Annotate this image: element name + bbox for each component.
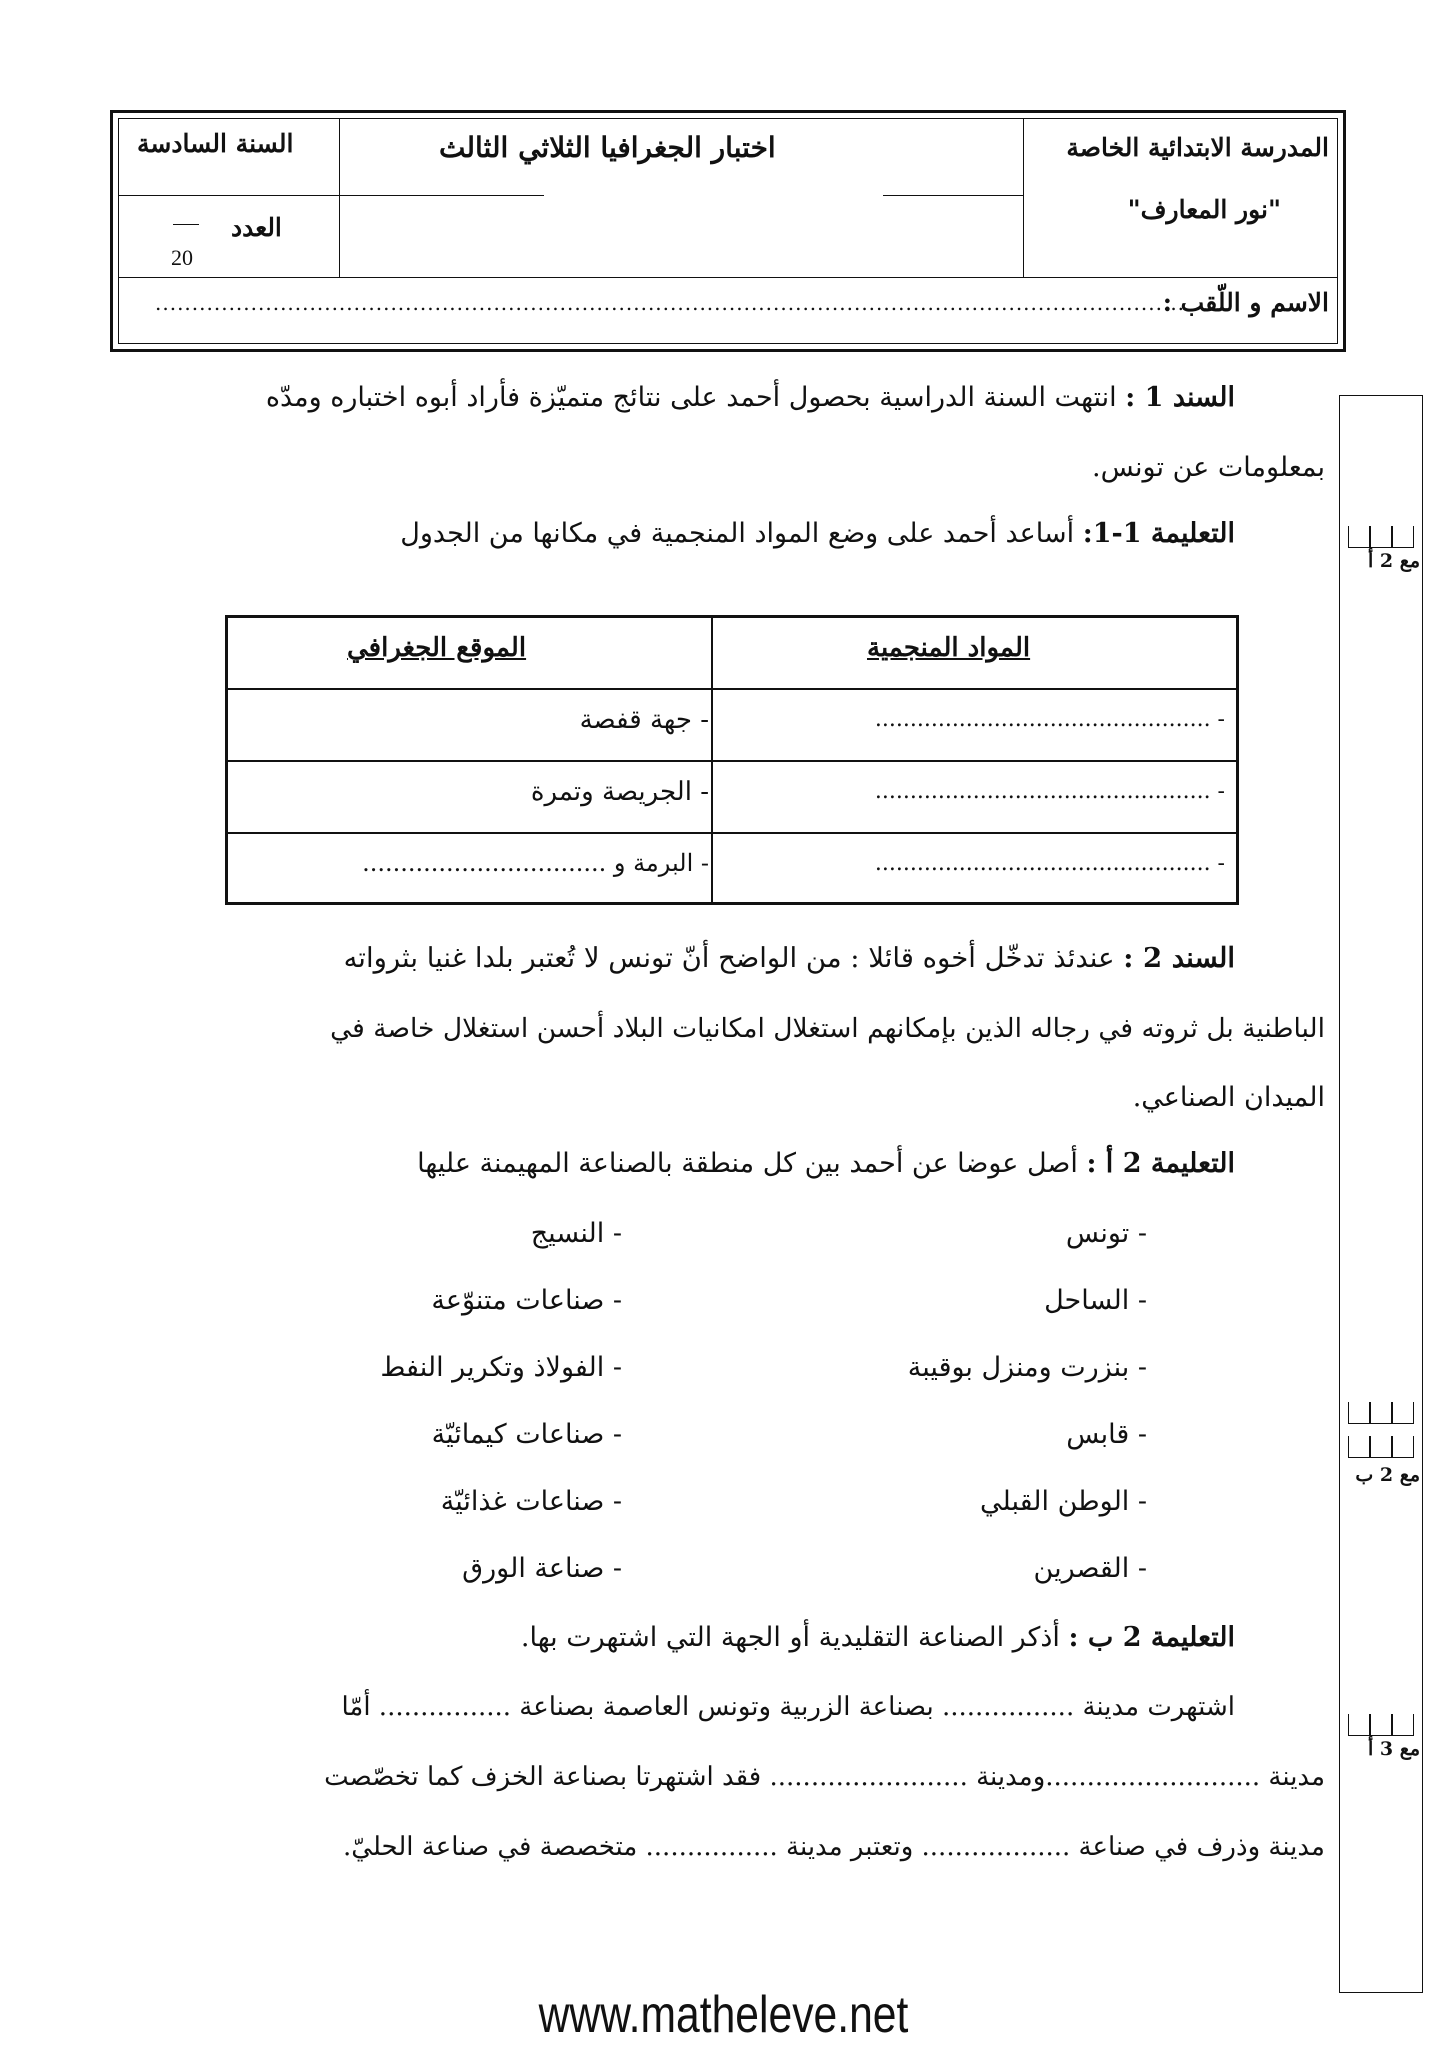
score-box[interactable] [1370, 1402, 1392, 1424]
task2a-line [417, 1148, 1235, 1179]
industry-item[interactable]: - صناعات غذائيّة [440, 1486, 622, 1517]
score-box[interactable] [1392, 1714, 1414, 1736]
location-cell[interactable]: - البرمة و ................................ [362, 849, 709, 877]
score-box[interactable] [1370, 1436, 1392, 1458]
industry-item[interactable]: - الفولاذ وتكرير النفط [380, 1352, 622, 1383]
school-name-quote: "نور المعارف" [1127, 195, 1281, 224]
sanad2-line2: الباطنية بل ثروته في رجاله الذين بإمكانهم استغلال امكانيات البلاد أحسن استغلال خاصة في [330, 1013, 1325, 1044]
exam-header [110, 110, 1346, 352]
name-field-dots[interactable]: ............................................................................................................................................ [155, 291, 1186, 315]
score-criterion-label: مع 2 ب [1355, 1464, 1420, 1486]
score-box[interactable] [1348, 1436, 1370, 1458]
score-box[interactable] [1348, 1714, 1370, 1736]
region-item[interactable]: - الساحل [1044, 1285, 1147, 1316]
task2a-label: التعليمة 2 أ : [1086, 1148, 1235, 1179]
task2b-text: أذكر الصناعة التقليدية أو الجهة التي اشتهرت بها. [520, 1622, 1060, 1653]
sanad1-line1 [266, 382, 1235, 413]
sanad1-line2: بمعلومات عن تونس. [1092, 452, 1325, 483]
industry-item[interactable]: - صناعات متنوّعة [431, 1285, 622, 1316]
task2b-fill-line2[interactable]: مدينة ..........................ومدينة ........................ فقد اشتهرتا بصناعة الخزف كما تخصّصت [324, 1762, 1325, 1792]
score-fraction-line [173, 224, 199, 225]
region-item[interactable]: - بنزرت ومنزل بوقيبة [907, 1352, 1147, 1383]
task11-text: أساعد أحمد على وضع المواد المنجمية في مكانها من الجدول [400, 518, 1075, 549]
industry-item[interactable]: - صناعة الورق [462, 1553, 622, 1584]
task2b-fill-line3[interactable]: مدينة وذرف في صناعة .................. وتعتبر مدينة ................ متخصصة في صناعة الحليّ. [343, 1832, 1325, 1862]
task2a-text: أصل عوضا عن أحمد بين كل منطقة بالصناعة المهيمنة عليها [417, 1148, 1078, 1179]
task2b-line [521, 1622, 1235, 1653]
school-name: المدرسة الابتدائية الخاصة [1066, 133, 1329, 162]
sanad2-label: السند 2 : [1123, 942, 1235, 974]
score-box[interactable] [1392, 526, 1414, 548]
score-box[interactable] [1348, 1402, 1370, 1424]
score-box[interactable] [1348, 526, 1370, 548]
footer-website[interactable]: www.matheleve.net [538, 1986, 909, 2044]
task11-line [400, 518, 1235, 549]
score-box[interactable] [1370, 526, 1392, 548]
name-field-label: الاسم و اللّقب : [1162, 288, 1329, 317]
sanad1-text: انتهت السنة الدراسية بحصول أحمد على نتائج متميّزة فأراد أبوه اختباره ومدّه [265, 382, 1117, 413]
header-divider [118, 195, 339, 196]
header-divider [1023, 118, 1024, 277]
region-item[interactable]: - تونس [1065, 1218, 1147, 1249]
industry-item[interactable]: - النسيج [530, 1218, 622, 1249]
task2b-fill-line1[interactable]: اشتهرت مدينة ................ بصناعة الزربية وتونس العاصمة بصناعة ................ أمّا [341, 1692, 1235, 1722]
score-box[interactable] [1392, 1402, 1414, 1424]
sanad1-label: السند 1 : [1125, 382, 1235, 413]
sanad2-line1 [344, 942, 1235, 974]
header-divider [883, 195, 1023, 196]
grade-label: السنة السادسة [137, 129, 294, 158]
score-label: العدد [231, 213, 282, 242]
margin-score-column [1339, 395, 1423, 1993]
industry-item[interactable]: - صناعات كيمائيّة [431, 1419, 622, 1450]
header-divider [339, 118, 340, 277]
location-cell: - جهة قفصة [579, 705, 709, 735]
score-box[interactable] [1392, 1436, 1414, 1458]
task11-label: التعليمة 1-1: [1082, 518, 1235, 549]
location-cell: - الجريصة وتمرة [530, 777, 709, 807]
material-blank[interactable]: - ................................................ [874, 779, 1225, 804]
region-item[interactable]: - القصرين [1033, 1553, 1147, 1584]
header-divider [339, 195, 544, 196]
col-header-materials: المواد المنجمية [867, 633, 1031, 663]
sanad2-text: عندئذ تدخّل أخوه قائلا : من الواضح أنّ تونس لا تُعتبر بلدا غنيا بثرواته [343, 942, 1115, 974]
region-item[interactable]: - الوطن القبلي [980, 1486, 1147, 1517]
col-header-location: الموقع الجغرافي [347, 633, 527, 663]
header-divider [118, 277, 1338, 278]
region-item[interactable]: - قابس [1066, 1419, 1147, 1450]
score-criterion-label: مع 3 أ [1367, 1738, 1420, 1760]
task2b-label: التعليمة 2 ب : [1068, 1622, 1235, 1653]
score-total: 20 [171, 245, 193, 270]
minerals-table [225, 615, 1239, 905]
sanad2-line3: الميدان الصناعي. [1132, 1082, 1325, 1113]
score-box[interactable] [1370, 1714, 1392, 1736]
material-blank[interactable]: - ................................................ [874, 707, 1225, 732]
material-blank[interactable]: - ................................................ [874, 851, 1225, 876]
score-criterion-label: مع 2 أ [1367, 550, 1420, 572]
exam-title: اختبار الجغرافيا الثلاثي الثالث [439, 131, 776, 164]
